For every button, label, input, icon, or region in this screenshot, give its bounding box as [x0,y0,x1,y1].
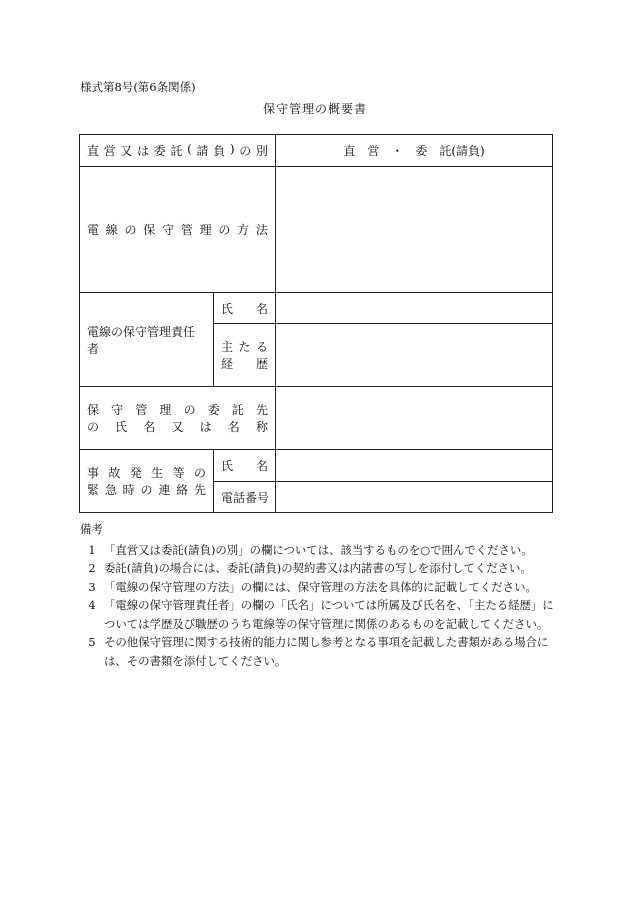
value-text: 直 営 ・ 委 託(請負) [343,144,485,158]
note-text: 「電線の保守管理責任者」の欄の「氏名」については所属及び氏名を、「主たる経歴」については学歴及び職歴のうち電線等の保守管理に関係のあるものを記載してください。 [104,598,554,631]
sub-label-text: 主 た る [221,340,268,354]
note-number: 5 [88,635,96,649]
cell-manager-name-value[interactable] [276,293,553,324]
list-item [80,578,560,597]
form-number: 様式第8号(第6条関係) [80,80,196,94]
table-row [80,387,553,450]
note-number: 4 [88,598,96,612]
table-row [80,135,553,167]
list-item [80,559,560,578]
cell-emergency-phone-value[interactable] [276,482,553,513]
cell-emergency-name-label [214,450,276,482]
cell-emergency-label [80,450,214,513]
label-text: 緊 急 時 の 連 絡 先 [87,483,206,497]
note-text: その他保守管理に関する技術的能力に関し参考となる事項を記載した書類がある場合には、その書類を添付してください。 [104,635,549,668]
label-text: の 氏 名 又 は 名 称 [87,420,268,434]
table-row [80,167,553,293]
label-text: 直 営 又 は 委 託 ( 請 負 ) の 別 [87,142,268,158]
note-text: 委託(請負)の場合には、委託(請負)の契約書又は内諾書の写しを添付してください。 [104,561,532,575]
note-text: 「直営又は委託(請負)の別」の欄については、該当するものを○で囲んでください。 [104,542,533,557]
cell-manager-career-label [214,324,276,387]
label-text: 電線の保守管理責任者 [87,324,196,356]
notes-section [80,520,560,670]
cell-direct-or-contract-value[interactable] [276,135,553,167]
cell-manager-name-label [214,293,276,324]
sub-label-text: 氏 名 [221,301,268,316]
sub-label-text: 氏 名 [221,459,268,473]
cell-maintenance-method-label [80,167,276,293]
document-title: 保守管理の概要書 [262,102,367,116]
list-item [80,541,560,560]
label-text: 保 守 管 理 の 委 託 先 [87,403,268,417]
cell-contractor-label [80,387,276,450]
note-number: 1 [88,542,96,557]
note-number: 2 [88,561,96,575]
cell-manager-label [80,293,214,387]
cell-emergency-name-value[interactable] [276,450,553,482]
label-text: 電 線 の 保 守 管 理 の 方 法 [87,223,268,237]
table-row [80,293,553,324]
note-number: 3 [88,579,96,594]
notes-heading: 備考 [80,522,103,536]
cell-manager-career-value[interactable] [276,324,553,387]
sub-label-text: 電 話 番 号 [221,490,270,505]
table-row [80,450,553,482]
overview-table [79,134,553,513]
list-item [80,633,560,670]
note-text: 「電線の保守管理の方法」の欄には、保守管理の方法を具体的に記載してください。 [104,579,537,594]
sub-label-text: 経 歴 [221,357,268,371]
list-item [80,596,560,633]
cell-maintenance-method-value[interactable] [276,167,553,293]
cell-direct-or-contract-label [80,135,276,167]
cell-contractor-value[interactable] [276,387,553,450]
label-text: 事 故 発 生 等 の [87,466,206,480]
cell-emergency-phone-label [214,482,276,513]
